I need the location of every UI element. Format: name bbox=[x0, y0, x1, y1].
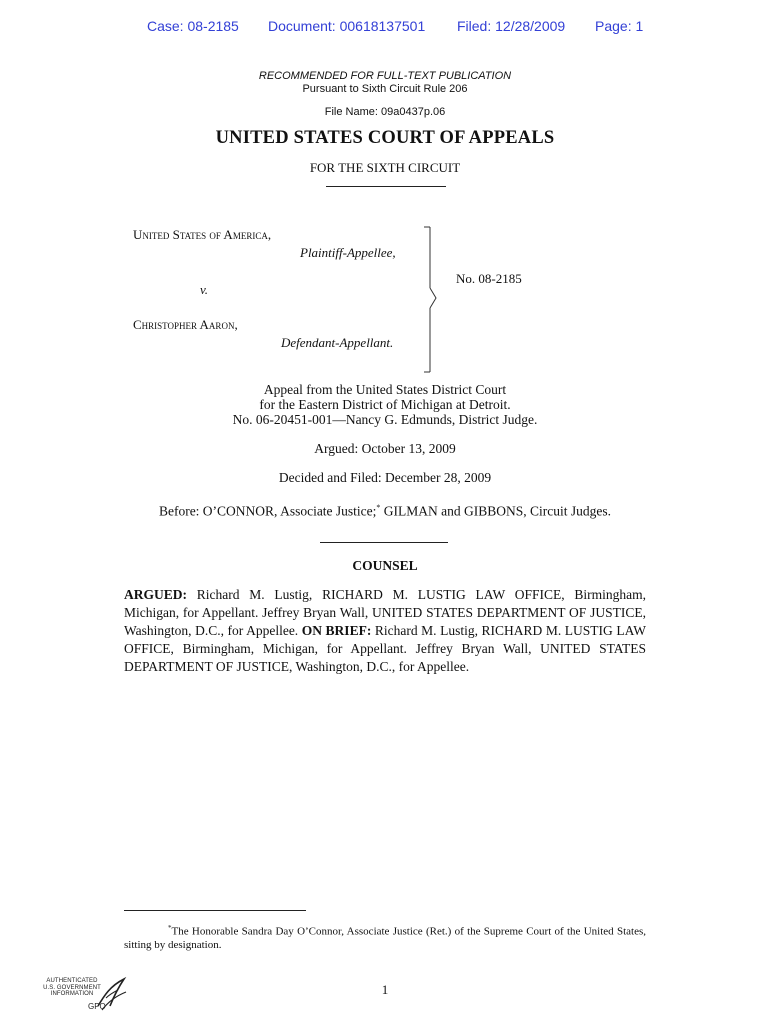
filed-date-stamp: Filed: 12/28/2009 bbox=[457, 18, 566, 34]
footnote bbox=[124, 922, 646, 952]
footnote-reference: * bbox=[376, 503, 381, 512]
defendant-name: Christopher Aaron, bbox=[133, 317, 238, 332]
title-divider bbox=[326, 186, 446, 187]
panel-part-1: Before: O’CONNOR, Associate Justice; bbox=[158, 503, 377, 519]
on-brief-text: Richard M. Lustig, RICHARD M. LUSTIG LAW OFFICE, Birmingham, Michigan, for Appellant. Jeffrey Bryan Wall, UNITED STATES DEPARTMENT OF JUSTICE, Washington, D.C., for Appellee. bbox=[124, 623, 646, 674]
footnote-divider bbox=[124, 910, 306, 911]
argued-date: Argued: October 13, 2009 bbox=[314, 441, 456, 456]
docket-number: No. 08-2185 bbox=[456, 271, 522, 286]
document-number-stamp: Document: 00618137501 bbox=[268, 18, 426, 34]
gpo-authentication-logo bbox=[42, 976, 132, 1016]
circuit-name: FOR THE SIXTH CIRCUIT bbox=[309, 160, 461, 175]
plaintiff-role: Plaintiff-Appellee, bbox=[300, 245, 396, 260]
panel-part-2: GILMAN and GIBBONS, Circuit Judges. bbox=[380, 503, 612, 519]
decided-date: Decided and Filed: December 28, 2009 bbox=[278, 470, 492, 485]
counsel-heading: COUNSEL bbox=[352, 558, 418, 573]
gpo-mark: GPO bbox=[88, 1002, 106, 1011]
panel-judges bbox=[0, 500, 770, 519]
publication-notice bbox=[0, 70, 770, 96]
appeal-line-1: Appeal from the United States District Court bbox=[263, 382, 507, 397]
page-stamp: Page: 1 bbox=[595, 18, 644, 34]
argued-label: ARGUED: bbox=[124, 587, 187, 602]
counsel-divider bbox=[320, 542, 448, 543]
page-number: 1 bbox=[381, 982, 389, 997]
plaintiff-name: United States of America, bbox=[133, 227, 272, 242]
appeal-line-2: for the Eastern District of Michigan at Detroit. bbox=[259, 397, 511, 412]
appeal-line-3: No. 06-20451-001—Nancy G. Edmunds, District Judge. bbox=[232, 412, 538, 427]
court-title: UNITED STATES COURT OF APPEALS bbox=[215, 128, 555, 148]
argued-text: Richard M. Lustig, RICHARD M. LUSTIG LAW OFFICE, Birmingham, Michigan, for Appellant. Jeffrey Bryan Wall, UNITED STATES DEPARTMENT OF JUSTICE, Washington, D.C., for Appellee. bbox=[124, 587, 646, 638]
publication-recommendation: RECOMMENDED FOR FULL-TEXT PUBLICATION bbox=[258, 70, 512, 82]
versus: v. bbox=[200, 282, 209, 297]
footnote-marker: * bbox=[168, 924, 172, 932]
file-name: File Name: 09a0437p.06 bbox=[324, 106, 446, 118]
defendant-role: Defendant-Appellant. bbox=[281, 335, 394, 350]
gpo-logo-text: AUTHENTICATED U.S. GOVERNMENT INFORMATION bbox=[43, 978, 101, 997]
on-brief-label: ON BRIEF: bbox=[301, 623, 372, 638]
case-number-stamp: Case: 08-2185 bbox=[147, 18, 239, 34]
caption-bracket bbox=[420, 226, 440, 374]
counsel-paragraph bbox=[124, 586, 646, 676]
appeal-info bbox=[0, 382, 770, 427]
publication-rule: Pursuant to Sixth Circuit Rule 206 bbox=[302, 83, 468, 95]
footnote-text: The Honorable Sandra Day O’Connor, Associate Justice (Ret.) of the Supreme Court of the United States, sitting by designation. bbox=[124, 925, 646, 951]
